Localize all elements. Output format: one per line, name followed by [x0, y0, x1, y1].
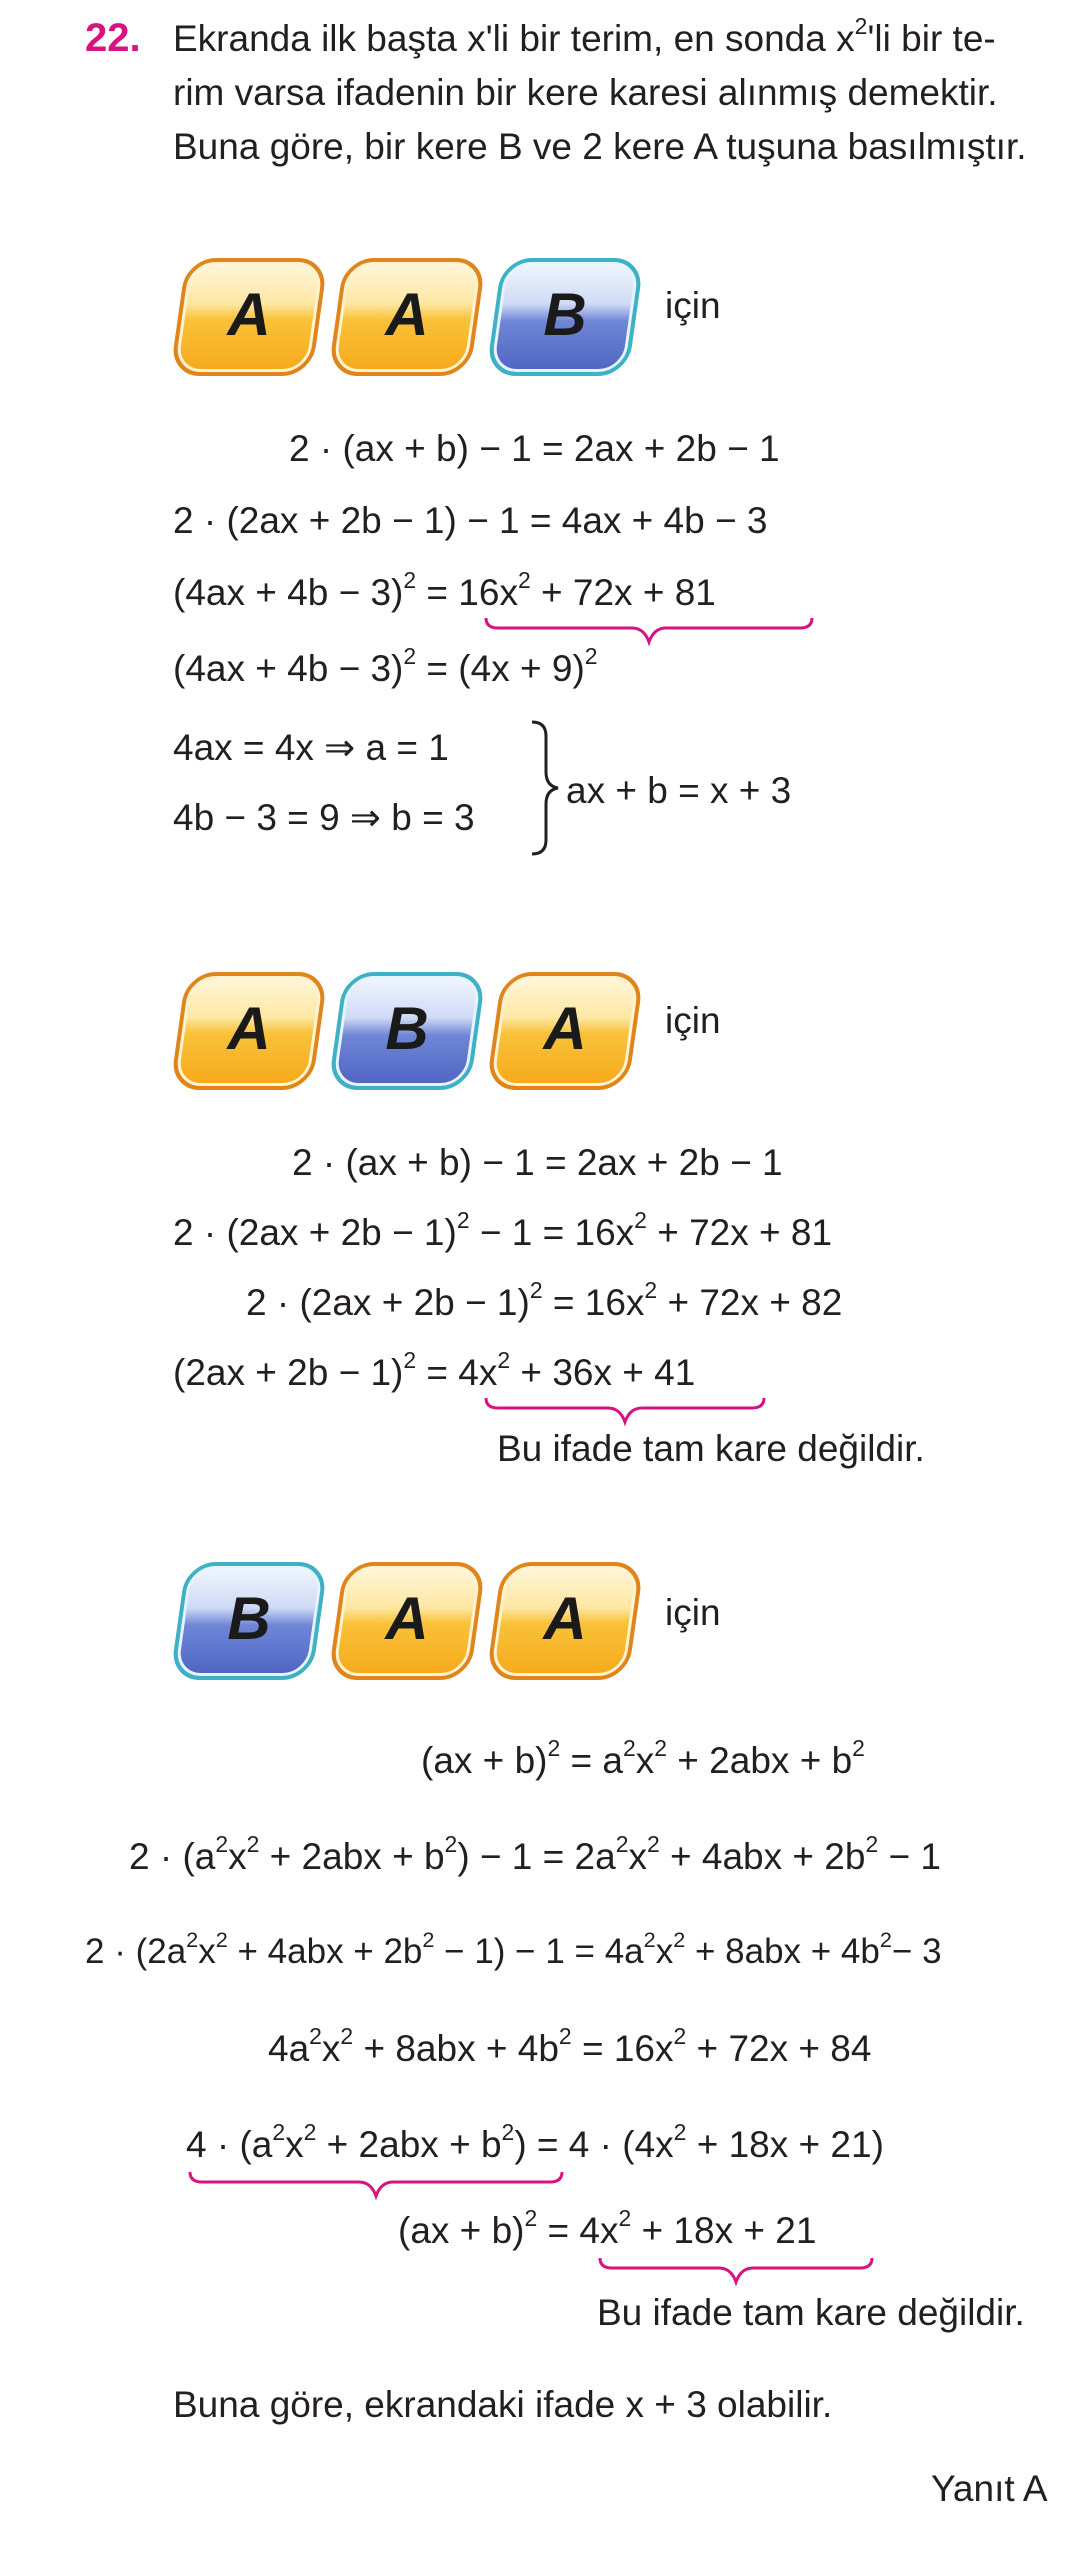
key-b-button: B	[486, 258, 645, 376]
intro-line-3: Buna göre, bir kere B ve 2 kere A tuşuna basılmıştır.	[173, 126, 1027, 167]
intro-line-2: rim varsa ifadenin bir kere karesi alınmış demektir.	[173, 72, 998, 113]
case3-eq-6: $(ax + b)^2 = 4x^2 + 18x + 21$	[398, 2205, 817, 2251]
key-b-button: B	[170, 1562, 329, 1680]
intro-line-1	[173, 14, 996, 64]
case1-result: ax + b = x + 3	[566, 770, 792, 811]
case1-eq-4: $(4ax + 4b - 3)^2 = (4x + 9)^2$	[173, 643, 598, 689]
key-a-button: A	[486, 972, 645, 1090]
icin-label: için	[665, 1592, 721, 1633]
case3-note: Bu ifade tam kare değildir.	[597, 2292, 1025, 2333]
case2-note: Bu ifade tam kare değildir.	[497, 1428, 925, 1469]
key-a-button: A	[170, 258, 329, 376]
key-a-button: A	[170, 972, 329, 1090]
answer-label: Yanıt A	[931, 2468, 1048, 2509]
case2-eq-4: $(2ax + 2b - 1)^2 = 4x^2 + 36x + 41$	[173, 1347, 696, 1393]
key-b-button: B	[328, 972, 487, 1090]
key-a-button: A	[486, 1562, 645, 1680]
icin-label: için	[665, 285, 721, 326]
case1-eq-3: $(4ax + 4b - 3)^2 = 16x^2 + 72x + 81$	[173, 567, 716, 613]
intro-line-1-text: Ekranda ilk başta x'li bir terim, en sonda $x^2'li$ bir te-	[173, 13, 996, 59]
right-brace-icon	[528, 718, 568, 858]
case3-eq-3: $2 \cdot (2a^2x^2 + 4abx + 2b^2 - 1) - 1 = 4a^2x^2 + 8abx + 4b^2- 3$	[85, 1927, 942, 1971]
case2-eq-2: $2 \cdot (2ax + 2b - 1)^2 - 1 = 16x^2 + 72x + 81$	[173, 1207, 833, 1253]
icin-label: için	[665, 1000, 721, 1041]
key-a-button: A	[328, 1562, 487, 1680]
case3-eq-2: $2 \cdot (a^2x^2 + 2abx + b^2) - 1 = 2a^2x^2 + 4abx + 2b^2 - 1$	[129, 1831, 941, 1877]
question-number: 22.	[85, 16, 141, 60]
case1-eq-1: 2 · (ax + b) − 1 = 2ax + 2b − 1	[289, 428, 780, 469]
underbrace-icon	[188, 2170, 564, 2210]
conclusion: Buna göre, ekrandaki ifade x + 3 olabilir.	[173, 2384, 833, 2425]
case3-eq-5: $4 \cdot (a^2x^2 + 2abx + b^2) = 4 \cdot (4x^2 + 18x + 21)$	[186, 2119, 884, 2165]
case2-eq-1: 2 · (ax + b) − 1 = 2ax + 2b − 1	[292, 1142, 783, 1183]
case3-eq-1: $(ax + b)^2 = a^2x^2 + 2abx + b^2$	[421, 1735, 865, 1781]
case3-eq-4: $4a^2x^2 + 8abx + 4b^2 = 16x^2 + 72x + 84$	[268, 2023, 872, 2069]
case2-eq-3: $2 \cdot (2ax + 2b - 1)^2 = 16x^2 + 72x + 82$	[246, 1277, 843, 1323]
case1-eq-5: 4ax = 4x ⇒ a = 1	[173, 727, 449, 768]
underbrace-icon	[598, 2256, 874, 2296]
key-a-button: A	[328, 258, 487, 376]
case1-eq-6: 4b − 3 = 9 ⇒ b = 3	[173, 797, 475, 838]
case1-eq-2: 2 · (2ax + 2b − 1) − 1 = 4ax + 4b − 3	[173, 500, 768, 541]
